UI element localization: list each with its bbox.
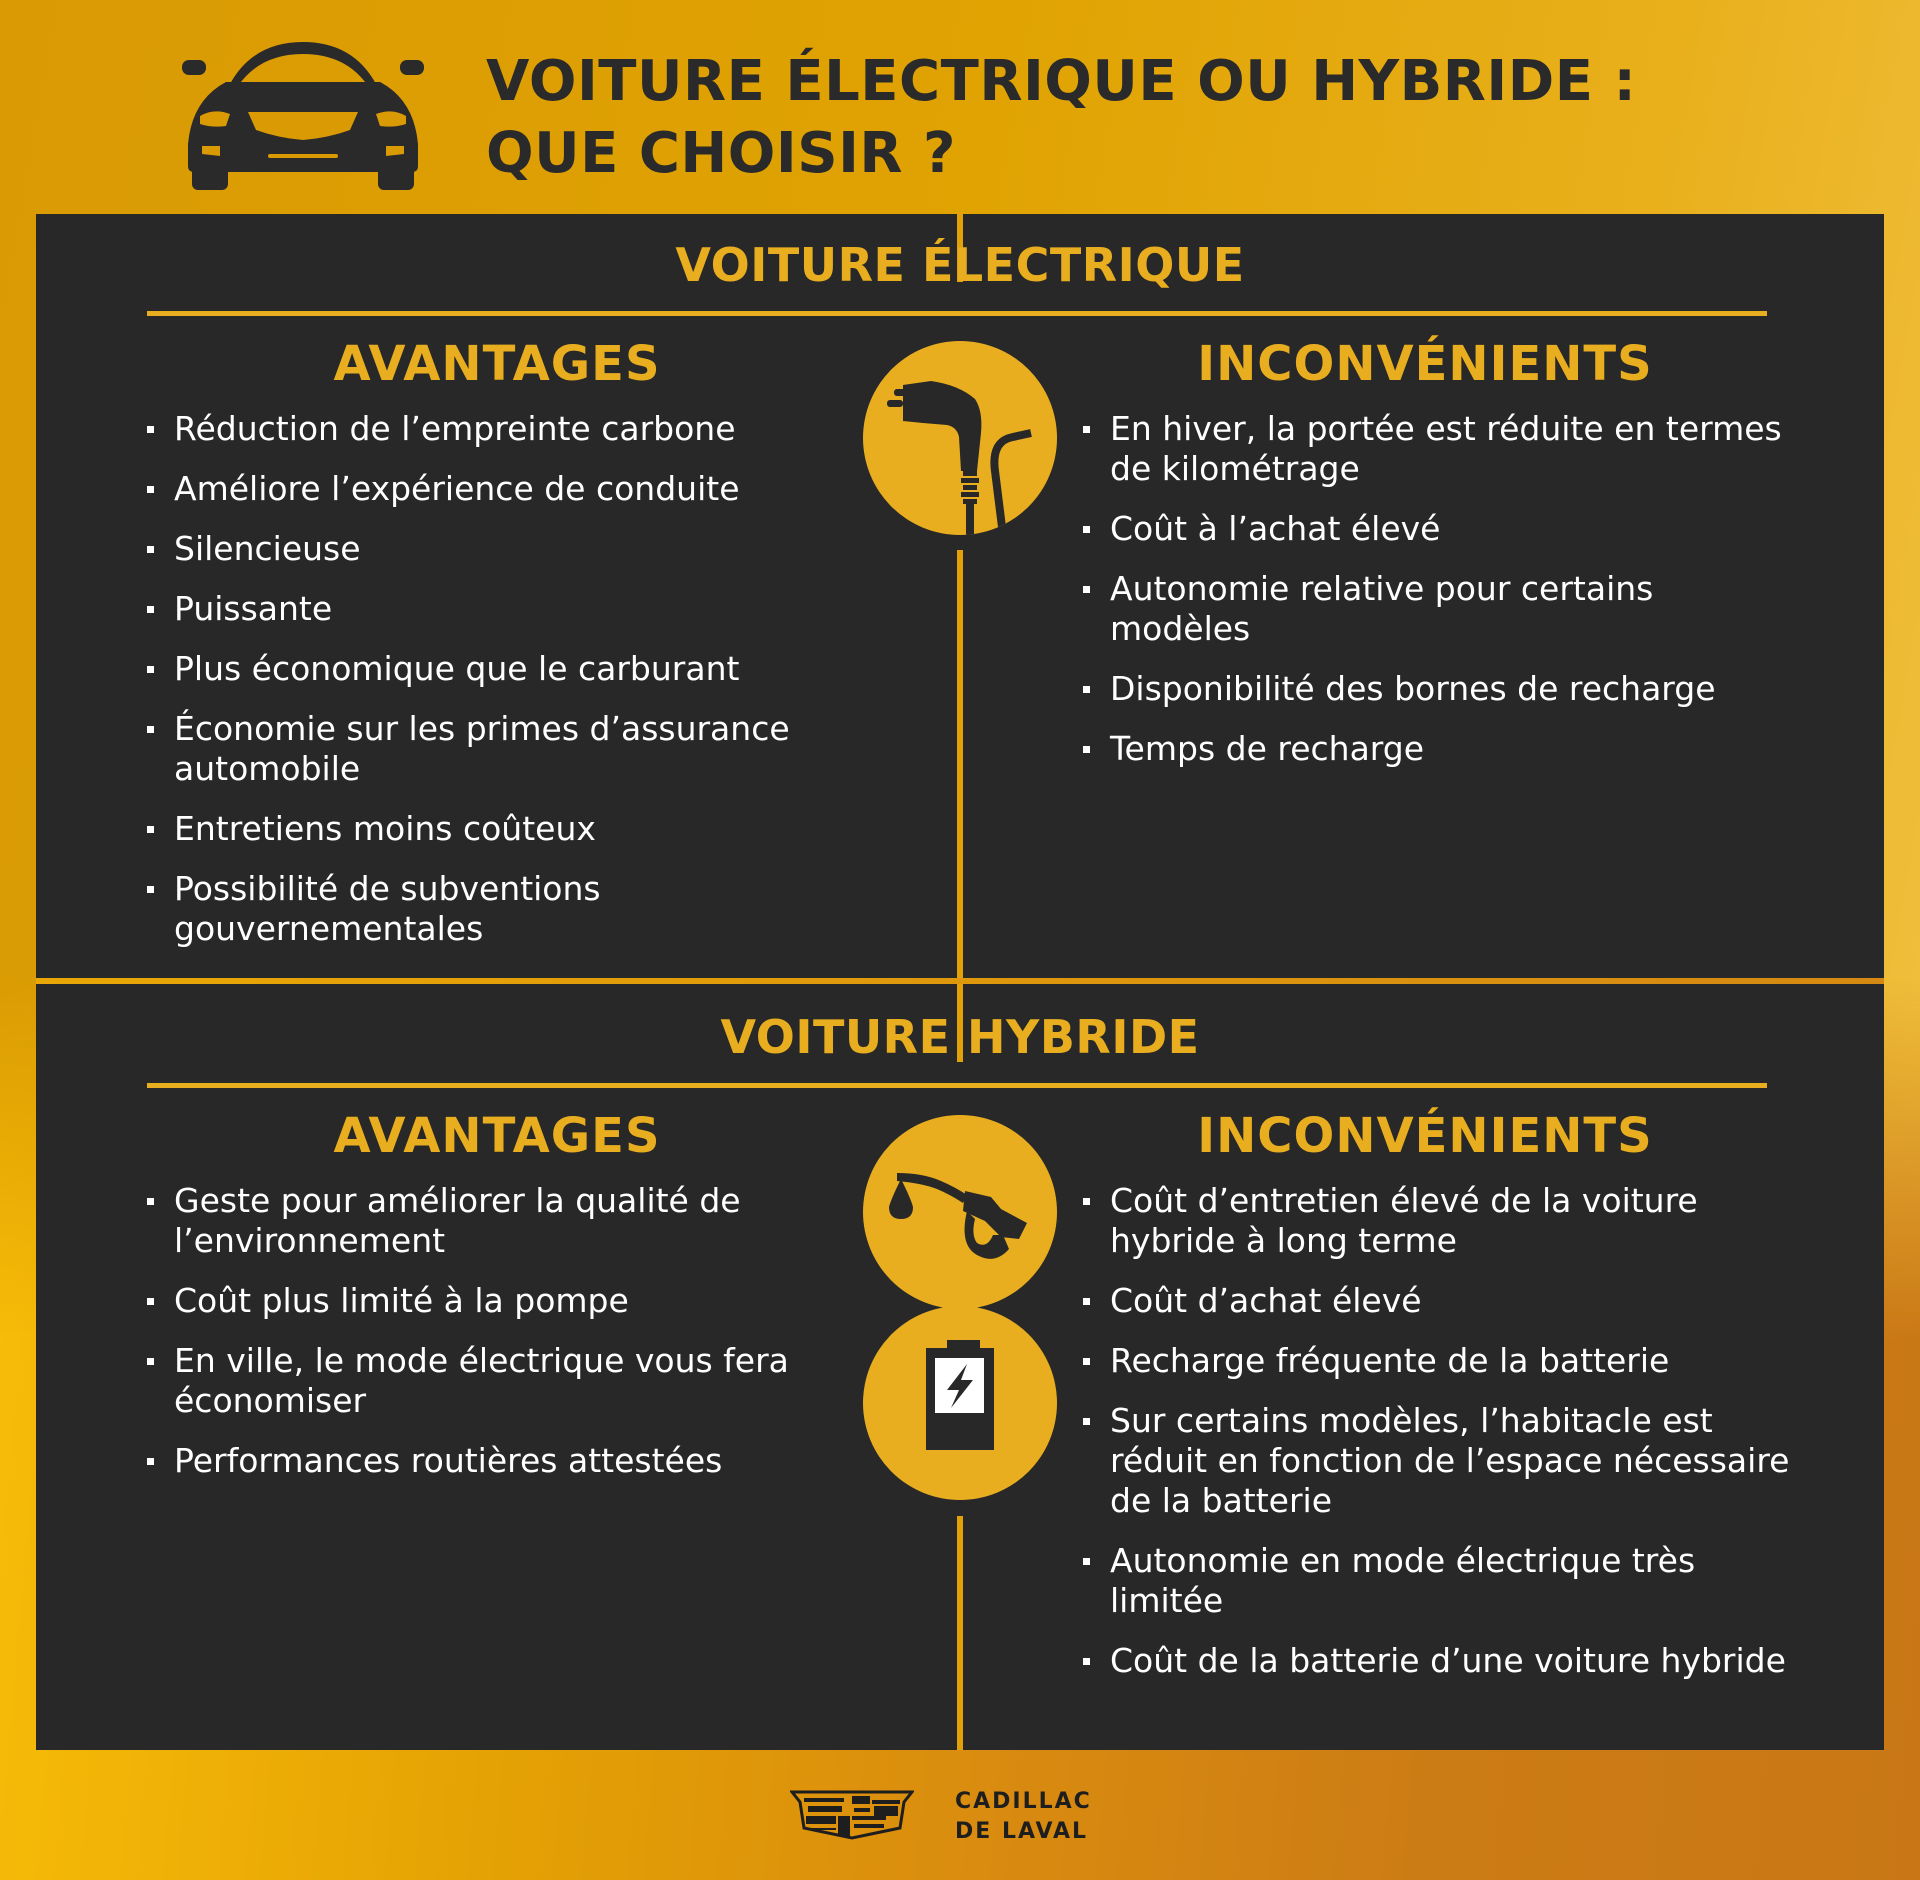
brand-line2: DE LAVAL [955, 1819, 1089, 1844]
ev-charging-plug-icon [863, 341, 1057, 535]
hybrid-disadvantages-list [1083, 1181, 1803, 1701]
brand-name [955, 1787, 1092, 1847]
hybrid-disadvantages-heading: INCONVÉNIENTS [1197, 1108, 1653, 1164]
page-title-line1: VOITURE ÉLECTRIQUE OU HYBRIDE : [486, 49, 1637, 114]
section-rule-electric [147, 311, 1767, 316]
list-item: Sur certains modèles, l’habitacle est réduit en fonction de l’espace nécessaire de la batterie [1083, 1401, 1803, 1521]
page-title-line2: QUE CHOISIR ? [486, 121, 957, 186]
list-item: Coût d’achat élevé [1083, 1281, 1803, 1321]
hybrid-advantages-heading: AVANTAGES [333, 1108, 661, 1164]
car-front-icon [178, 34, 428, 194]
list-item: Économie sur les primes d’assurance automobile [147, 709, 857, 789]
electric-advantages-heading: AVANTAGES [333, 336, 661, 392]
electric-disadvantages-heading: INCONVÉNIENTS [1197, 336, 1653, 392]
list-item: Silencieuse [147, 529, 857, 569]
list-item: Coût d’entretien élevé de la voiture hybride à long terme [1083, 1181, 1803, 1261]
list-item: En hiver, la portée est réduite en termes de kilométrage [1083, 409, 1803, 489]
list-item: Performances routières attestées [147, 1441, 857, 1481]
vertical-divider-hybrid [957, 1516, 963, 1750]
list-item: Geste pour améliorer la qualité de l’environnement [147, 1181, 857, 1261]
section-title-electric: VOITURE ÉLECTRIQUE [675, 238, 1245, 292]
list-item: Puissante [147, 589, 857, 629]
list-item: Entretiens moins coûteux [147, 809, 857, 849]
footer [0, 1750, 1920, 1880]
list-item: En ville, le mode électrique vous fera économiser [147, 1341, 857, 1421]
section-rule-hybrid [147, 1083, 1767, 1088]
electric-advantages-list [147, 409, 857, 969]
list-item: Recharge fréquente de la batterie [1083, 1341, 1803, 1381]
list-item: Coût plus limité à la pompe [147, 1281, 857, 1321]
list-item: Disponibilité des bornes de recharge [1083, 669, 1803, 709]
vertical-divider-electric [957, 550, 963, 1010]
list-item: Réduction de l’empreinte carbone [147, 409, 857, 449]
list-item: Coût de la batterie d’une voiture hybride [1083, 1641, 1803, 1681]
battery-charging-icon [863, 1306, 1057, 1500]
electric-disadvantages-list [1083, 409, 1803, 789]
fuel-nozzle-icon [863, 1115, 1057, 1309]
header [0, 0, 1920, 214]
list-item: Temps de recharge [1083, 729, 1803, 769]
list-item: Autonomie en mode électrique très limitée [1083, 1541, 1803, 1621]
hybrid-advantages-list [147, 1181, 857, 1501]
cadillac-crest-icon [790, 1790, 914, 1840]
list-item: Autonomie relative pour certains modèles [1083, 569, 1803, 649]
page-title [486, 46, 1636, 190]
brand-line1: CADILLAC [955, 1789, 1092, 1814]
list-item: Améliore l’expérience de conduite [147, 469, 857, 509]
section-title-hybrid: VOITURE HYBRIDE [720, 1010, 1200, 1064]
list-item: Possibilité de subventions gouvernementales [147, 869, 857, 949]
list-item: Plus économique que le carburant [147, 649, 857, 689]
list-item: Coût à l’achat élevé [1083, 509, 1803, 549]
